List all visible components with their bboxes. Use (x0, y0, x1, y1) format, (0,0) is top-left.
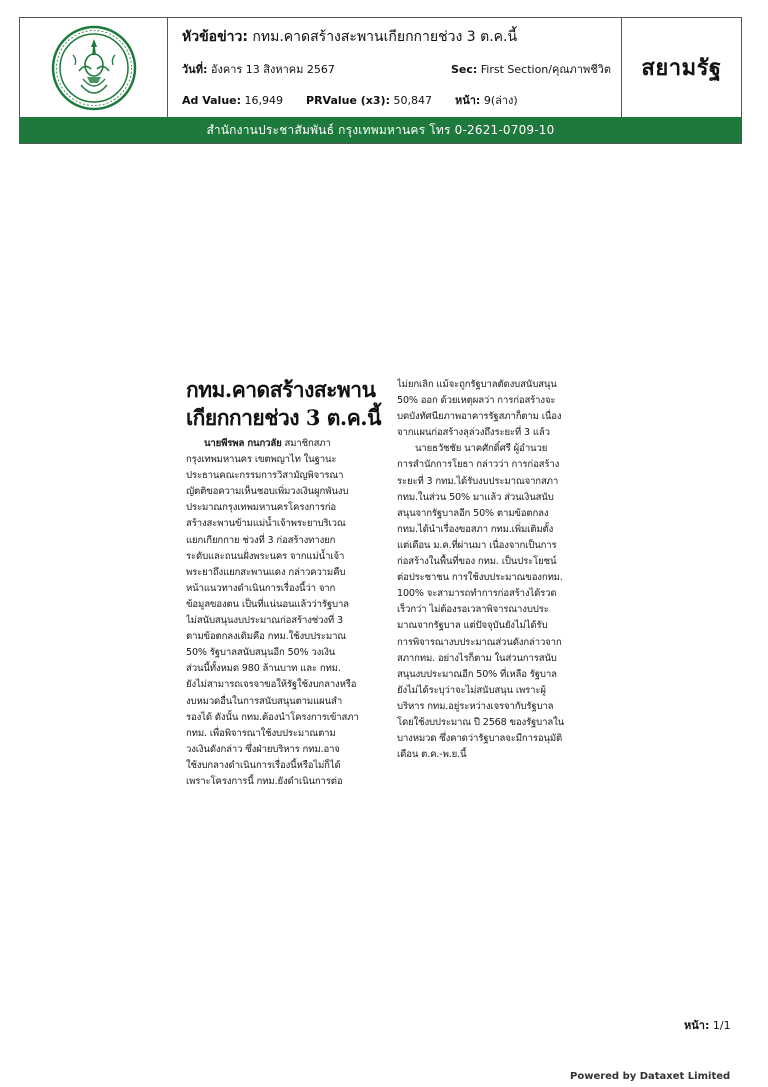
headline-text: กทม.คาดสร้างสะพานเกียกกายช่วง 3 ต.ค.นี้ (252, 29, 518, 45)
article-line: รองได้ ดังนั้น กทม.ต้องนำโครงการเข้าสภา (186, 711, 359, 723)
article-line: งบหมวดอื่นในการสนับสนุนตามแผนสำ (186, 695, 343, 707)
clipping-info (168, 18, 622, 117)
article-title-line-1: กทม.คาดสร้างสะพาน (186, 377, 376, 402)
article-line: จากแผนก่อสร้างลุล่วงถึงระยะที่ 3 แล้ว (397, 427, 550, 439)
article-line: เดือน ต.ค.-พ.ย.นี้ (397, 749, 467, 761)
article-line: สภากทม. อย่างไรก็ตาม ในส่วนการสนับ (397, 652, 557, 664)
bma-pr-banner: สำนักงานประชาสัมพันธ์ กรุงเทพมหานคร โทร 0-2621-0709-10 (20, 117, 741, 143)
clipping-header (19, 17, 742, 144)
powered-by: Powered by Dataxet Limited (570, 1071, 731, 1082)
article-line: เร็วกว่า ไม่ต้องรอเวลาพิจารณางบประ (397, 604, 549, 616)
article-line: ตามข้อตกลงเดิมคือ กทม.ใช้งบประมาณ (186, 631, 347, 643)
date-sec-row (182, 60, 611, 78)
article-line: บางหมวด ซึ่งคาดว่ารัฐบาลจะมีการอนุมัติ (397, 733, 563, 745)
page-value: 9(ล่าง) (483, 94, 518, 107)
ad-value: 16,949 (244, 94, 284, 107)
article-line: กทม.ในส่วน 50% มาแล้ว ส่วนเงินสนับ (397, 491, 554, 503)
article-column-2 (397, 377, 621, 763)
logo-box (20, 18, 168, 117)
article-line: กทม.ได้นำเรื่องขอสภา กทม.เพิ่มเติมตั้ง (397, 523, 554, 535)
article-line: พระยาถึงแยกสะพานแดง กล่าวความคืบ (186, 566, 346, 578)
article-column-1 (186, 436, 390, 790)
footer-page-label: หน้า: (684, 1019, 710, 1032)
headline-row (182, 26, 611, 48)
article-line: สร้างสะพานข้ามแม่น้ำเจ้าพระยาบริเวณ (186, 518, 346, 530)
value-row (182, 91, 611, 109)
article-line: ข้อมูลของตน เป็นที่แน่นอนแล้วว่ารัฐบาล (186, 598, 349, 610)
article-line: บริหาร กทม.อยู่ระหว่างเจรจากับรัฐบาล (397, 700, 554, 712)
date-label: วันที่: (182, 63, 208, 76)
article-line: ใช้งบกลางดำเนินการเรื่องนี้หรือไม่ก็ได้ (186, 759, 341, 771)
article-title-line-2: เกียกกายช่วง 3 ต.ค.นี้ (186, 405, 381, 430)
article-line: สนุนจากรัฐบาลอีก 50% ตามข้อตกลง (397, 507, 549, 519)
article-line: ยังไม่สามารถเจรจาขอให้รัฐใช้งบกลางหรือ (186, 679, 357, 691)
article-line: สนุนงบประมาณอีก 50% ที่เหลือ รัฐบาล (397, 668, 557, 680)
footer-page-value: 1/1 (712, 1019, 731, 1032)
article-line: เพราะโครงการนี้ กทม.ยังดำเนินการต่อ (186, 775, 343, 787)
article-line: 50% ออก ด้วยเหตุผลว่า การก่อสร้างจะ (397, 395, 556, 407)
article-line: 100% จะสามารถทำการก่อสร้างได้รวด (397, 588, 557, 600)
article-line: ประมาณกรุงเทพมหานครโครงการก่อ (186, 502, 337, 514)
article-line: ไม่ยกเลิก แม้จะถูกรัฐบาลตัดงบสนับสนุน (397, 379, 557, 390)
article-line: นายพีรพล กนกวลัย สมาชิกสภา (204, 438, 331, 449)
article-line: ก่อสร้างในพื้นที่ของ กทม. เป็นประโยชน์ (397, 556, 557, 568)
article-line: หน้าแนวทางดำเนินการเรื่องนี้ว่า จาก (186, 582, 336, 594)
publication-name: สยามรัฐ (641, 56, 722, 81)
article-line: บดบังทัศนียภาพอาคารรัฐสภาก็ตาม เนื่อง (397, 411, 562, 423)
article-line: ระยะที่ 3 กทม.ได้รับงบประมาณจากสภา (397, 475, 559, 487)
page-label: หน้า: (454, 94, 481, 107)
footer-page (684, 1016, 731, 1034)
sec-value: First Section/คุณภาพชีวิต (480, 63, 611, 76)
article-title (186, 376, 396, 432)
article-line: 50% รัฐบาลสนับสนุนอีก 50% วงเงิน (186, 647, 336, 659)
article-line: มาณจากรัฐบาล แต่ปัจจุบันยังไม่ได้รับ (397, 620, 548, 632)
article-line: การพิจารณางบประมาณส่วนดังกล่าวจาก (397, 636, 562, 648)
article-line: แยกเกียกกาย ช่วงที่ 3 ก่อสร้างทางยก (186, 534, 336, 546)
article-line: โดยใช้งบประมาณ ปี 2568 ของรัฐบาลใน (397, 716, 565, 728)
pr-value-label: PRValue (x3): (306, 94, 390, 107)
article-line: ส่วนนี้ทั้งหมด 980 ล้านบาท และ กทม. (186, 663, 341, 675)
bma-seal-icon (51, 25, 137, 111)
sec-label: Sec: (450, 63, 478, 76)
article-line: วงเงินดังกล่าว ซึ่งฝ่ายบริหาร กทม.อาจ (186, 743, 340, 755)
article-line: ต่อประชาชน การใช้งบประมาณของกทม. (397, 572, 563, 584)
article-line: กทม. เพื่อพิจารณาใช้งบประมาณตาม (186, 727, 336, 739)
article-line: แต่เดือน ม.ค.ที่ผ่านมา เนื่องจากเป็นการ (397, 539, 557, 551)
article-line: ญัตติขอความเห็นชอบเพิ่มวงเงินผูกพันงบ (186, 486, 349, 498)
author-name: นายพีรพล กนกวลัย (204, 438, 282, 449)
ad-value-label: Ad Value: (182, 94, 242, 107)
headline-label: หัวข้อข่าว: (182, 29, 248, 45)
article-line: ระดับและถนนฝั่งพระนคร จากแม่น้ำเจ้า (186, 550, 345, 562)
article-line: นายธวัชชัย นาคศักดิ์ศรี ผู้อำนวย (415, 443, 548, 455)
article-line: ไม่สนับสนุนงบประมาณก่อสร้างช่วงที่ 3 (186, 615, 343, 627)
article-line: กรุงเทพมหานคร เขตพญาไท ในฐานะ (186, 454, 337, 466)
article-line: การสำนักการโยธา กล่าวว่า การก่อสร้าง (397, 459, 560, 471)
article-line: ประธานคณะกรรมการวิสามัญพิจารณา (186, 470, 344, 482)
date-value: อังคาร 13 สิงหาคม 2567 (210, 63, 335, 76)
pr-value: 50,847 (393, 94, 432, 107)
article-line: ยังไม่ได้ระบุว่าจะไม่สนับสนุน เพราะผู้ (397, 684, 546, 696)
